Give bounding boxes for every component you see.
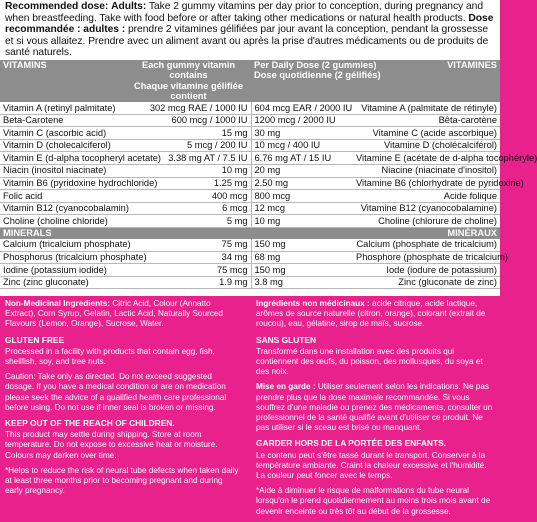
dose-label-fr: Dose recommandée :: [5, 12, 494, 36]
amount-per-daily-dose: 150 mg: [251, 264, 353, 277]
nutrient-name-fr: Phosphore (phosphate de tricalcium): [353, 251, 500, 264]
minerals-heading-fr: MINÉRAUX: [251, 227, 500, 239]
dose-adults-fr: adultes :: [83, 24, 126, 36]
table-row: [0, 177, 500, 190]
amount-per-gummy: 34 mg: [126, 251, 251, 264]
nutrient-name: Choline (choline chloride): [0, 215, 126, 228]
amount-per-daily-dose: 12 mcg: [251, 202, 353, 215]
nmi-en: [5, 299, 241, 330]
nutrient-name: Folic acid: [0, 190, 126, 203]
keep-away-heading-en: KEEP OUT OF THE REACH OF CHILDREN.: [5, 418, 175, 429]
table-row: [0, 239, 500, 251]
amount-per-gummy: 6 mcg: [126, 202, 251, 215]
nutrient-name-fr: Vitamine E (acétate de d-alpha tocophéryle): [353, 152, 500, 165]
nutrient-name: Vitamin E (d-alpha tocopheryl acetate): [0, 152, 126, 165]
amount-per-gummy: 302 mcg RAE / 1000 IU: [126, 102, 251, 114]
nutrient-name: Vitamin C (ascorbic acid): [0, 127, 126, 140]
nutrient-name: Vitamin B6 (pyridoxine hydrochloride): [0, 177, 126, 190]
amount-per-daily-dose: 604 mcg EAR / 2000 IU: [251, 102, 353, 114]
nutrient-name: Vitamin A (retinyl palmitate): [0, 102, 126, 114]
table-row: [0, 190, 500, 203]
processed-en: Processed in a facility with products that contain egg, fish, shellfish, soy, and tree nuts.: [5, 346, 215, 367]
info-french: [256, 299, 494, 522]
minerals-heading-row: [0, 227, 500, 239]
info-english: [5, 299, 241, 501]
gluten-heading-fr: SANS GLUTEN: [256, 334, 317, 345]
table-row: [0, 152, 500, 165]
nmi-label-en: Non-Medicinal Ingredients:: [5, 299, 111, 308]
nutrient-name-fr: Niacine (niacinate d'inositol): [353, 164, 500, 177]
caution-en: Caution: Take only as directed. Do not exceed suggested dosage. If you have a medical condition or are on medication please seek the advice of a qualified health care professional before using. Do not use if inner seal is broken or missing.: [5, 372, 227, 412]
dose-text-fr: prendre 2 vitamines gélifiées par jour avant la conception, pendant la grossesse et si vous allaitez. Prendre avec un aliment avant ou après la prise d'autres médicaments ou de produits de santé naturels.: [5, 24, 489, 59]
dose-label-en: Recommended dose:: [5, 1, 109, 12]
header-each-gummy: [126, 60, 251, 102]
settle-fr: Le contenu peut s'être tassé durant le transport. Conserver à la température ambiante. Craint la chaleur excessive et l'humidité. La couleur peut foncer avec le temps.: [256, 450, 487, 481]
vitamin-rows: [0, 102, 537, 227]
table-row: [0, 202, 500, 215]
table-row: [0, 164, 500, 177]
helps-fr: *Aide à diminuer le risque de malformations du tube neural lorsqu'on le prend quotidiennement au moins trois mois avant de devenir enceinte ou très tôt au début de la grossesse.: [256, 486, 491, 516]
nutrient-name-fr: Bêta-carotène: [353, 114, 500, 127]
amount-per-gummy: 5 mcg / 200 IU: [126, 139, 251, 152]
dosage-instructions: [0, 0, 500, 59]
nutrient-name: Iodine (potassium iodide): [0, 264, 126, 277]
table-row: [0, 114, 500, 127]
table-row: [0, 264, 500, 277]
amount-per-daily-dose: 150 mg: [251, 239, 353, 251]
amount-per-daily-dose: 800 mcg: [251, 190, 353, 203]
nutrient-name-fr: Zinc (gluconate de zinc): [353, 276, 500, 289]
table-row: [0, 127, 500, 140]
dose-text-en: Take 2 gummy vitamins per day prior to conception, during pregnancy and when breastfeeding. Take with food before or after taking other medications or natural health products.: [5, 1, 484, 24]
amount-per-daily-dose: 3.8 mg: [251, 276, 353, 289]
mineral-rows: [0, 239, 508, 289]
table-row: [0, 139, 500, 152]
nutrient-name: Calcium (tricalcium phosphate): [0, 239, 126, 251]
nutrient-name-fr: Vitamine A (palmitate de rétinyle): [353, 102, 500, 114]
header-per-daily-en: Per Daily Dose (2 gummies): [254, 59, 377, 70]
table-row: [0, 276, 500, 289]
nmi-label-fr: Ingrédients non médicinaux :: [256, 299, 370, 308]
caution-label-fr: Mise en garde :: [256, 382, 316, 392]
nmi-text-en: Citric Acid, Colour (Annatto Extract), Corn Syrup, Gelatin, Lactic Acid, Naturally Sourced Flavours (Lemon, Orange), Sucrose, Water.: [5, 299, 223, 329]
nutrient-name: Phosphorus (tricalcium phosphate): [0, 251, 126, 264]
amount-per-daily-dose: 10 mcg / 400 IU: [251, 139, 353, 152]
amount-per-daily-dose: 2.50 mg: [251, 177, 353, 190]
nutrient-name: Zinc (zinc gluconate): [0, 276, 126, 289]
table-row: [0, 215, 500, 228]
header-each-gummy-fr: Chaque vitamine gélifiée contient: [133, 80, 243, 102]
amount-per-gummy: 75 mcg: [126, 264, 251, 277]
amount-per-daily-dose: 68 mg: [251, 251, 353, 264]
nutrient-name: Vitamin D (cholecalciferol): [0, 139, 126, 152]
nutrient-name-fr: Vitamine B12 (cyanocobalamine): [353, 202, 500, 215]
helps-en: *Helps to reduce the risk of neural tube defects when taken daily at least three months prior to becoming pregnant and during early pregnancy.: [5, 465, 239, 496]
amount-per-daily-dose: 10 mg: [251, 215, 353, 228]
caution-fr: [256, 382, 494, 433]
mineral-section: [0, 227, 500, 239]
nutrient-name: Niacin (inositol niacinate): [0, 164, 126, 177]
header-vitamins: VITAMINS: [0, 60, 126, 102]
amount-per-gummy: 3.38 mg AT / 7.5 IU: [126, 152, 251, 165]
amount-per-gummy: 5 mg: [126, 215, 251, 228]
processed-fr: Transformé dans une installation avec des produits qui contiennent des œufs, du poisson, des mollusques, du soya et des noix.: [256, 346, 483, 377]
header-per-daily-fr: Dose quotidienne (2 gélifiés): [254, 70, 381, 81]
header-each-gummy-en: Each gummy vitamin contains: [142, 59, 235, 81]
nutrient-name-fr: Vitamine D (cholécalciférol): [353, 139, 500, 152]
amount-per-gummy: 75 mg: [126, 239, 251, 251]
info-panel: [0, 296, 500, 516]
table-row: [0, 102, 500, 114]
nutrient-name-fr: Choline (chlorure de choline): [353, 215, 500, 228]
dose-adults-en: Adults:: [111, 1, 147, 12]
keep-away-heading-fr: GARDER HORS DE LA PORTÉE DES ENFANTS.: [256, 438, 447, 449]
header-vitamines: VITAMINES: [353, 60, 500, 102]
settle-en: This product may settle during shipping. Store at room temperature. Do not expose to excessive heat or moisture. Colours may darken over time.: [5, 430, 218, 460]
nutrient-name-fr: Vitamine B6 (chlorhydrate de pyridoxine): [353, 177, 500, 190]
amount-per-daily-dose: 30 mg: [251, 127, 353, 140]
caution-text-fr: Utiliser seulement selon les indications. Ne pas prendre plus que la dose maximale recommandée. Si vous souffrez d'une maladie ou prenez des médicaments, consulter un professionnel de la santé qualifié avant d'utiliser ce produit. Ne pas utiliser si le sceau est brisé ou manquant.: [256, 382, 493, 433]
amount-per-gummy: 10 mg: [126, 164, 251, 177]
nutrient-table: [0, 59, 537, 289]
amount-per-gummy: 1.9 mg: [126, 276, 251, 289]
minerals-heading-en: MINERALS: [0, 227, 251, 239]
amount-per-gummy: 400 mcg: [126, 190, 251, 203]
nutrient-name-fr: Iode (iodure de potassium): [353, 264, 500, 277]
amount-per-gummy: 1.25 mg: [126, 177, 251, 190]
nutrient-name: Vitamin B12 (cyanocobalamin): [0, 202, 126, 215]
nutrient-name-fr: Acide folique: [353, 190, 500, 203]
amount-per-daily-dose: 6.76 mg AT / 15 IU: [251, 152, 353, 165]
nutrient-name-fr: Calcium (phosphate de tricalcium): [353, 239, 500, 251]
amount-per-daily-dose: 1200 mcg / 2000 IU: [251, 114, 353, 127]
nmi-text-fr: acide citrique, acide lactique, arômes de source naturelle (citron, orange), colorant (extrait de roucou), eau, gélatine, sirop de maïs, sucrose.: [256, 299, 486, 329]
nutrient-name: Beta-Carotene: [0, 114, 126, 127]
amount-per-daily-dose: 20 mg: [251, 164, 353, 177]
nutrient-name-fr: Vitamine C (acide ascorbique): [353, 127, 500, 140]
gluten-heading-en: GLUTEN FREE: [5, 334, 65, 345]
table-row: [0, 251, 500, 264]
amount-per-gummy: 15 mg: [126, 127, 251, 140]
table-header-row: [0, 60, 500, 102]
amount-per-gummy: 600 mcg / 1000 IU: [126, 114, 251, 127]
header-per-daily: [251, 59, 381, 102]
nmi-fr: [256, 299, 494, 330]
